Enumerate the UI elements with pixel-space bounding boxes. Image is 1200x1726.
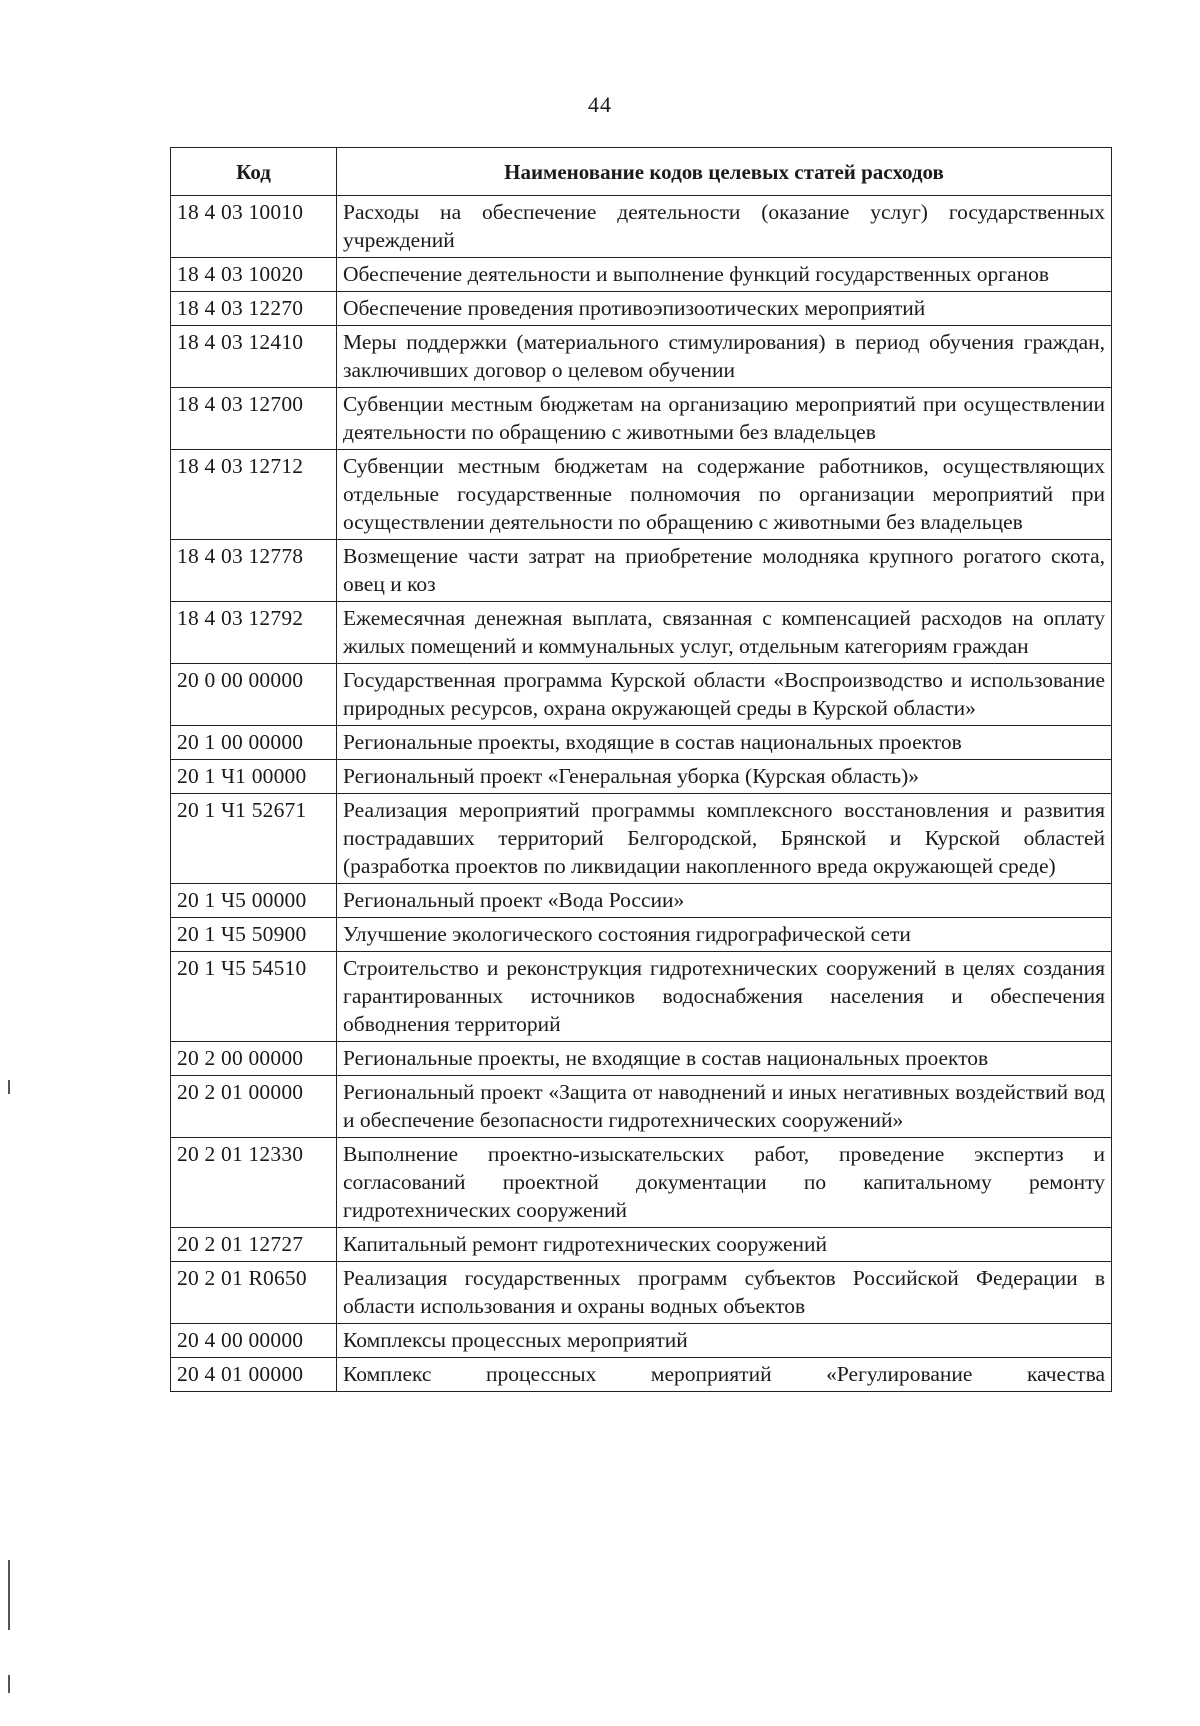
name-cell: Региональные проекты, не входящие в состав национальных проектов bbox=[337, 1042, 1112, 1076]
table-row bbox=[171, 1324, 1112, 1358]
table-header-row bbox=[171, 148, 1112, 196]
table-row bbox=[171, 1042, 1112, 1076]
table-row bbox=[171, 292, 1112, 326]
code-cell: 20 1 Ч1 00000 bbox=[171, 760, 337, 794]
table-row bbox=[171, 1262, 1112, 1324]
name-cell: Обеспечение проведения противоэпизоотических мероприятий bbox=[337, 292, 1112, 326]
table-row bbox=[171, 450, 1112, 540]
name-cell: Комплексы процессных мероприятий bbox=[337, 1324, 1112, 1358]
table-row bbox=[171, 664, 1112, 726]
code-cell: 20 4 01 00000 bbox=[171, 1358, 337, 1392]
code-cell: 18 4 03 12712 bbox=[171, 450, 337, 540]
scan-artifact bbox=[8, 1675, 10, 1693]
name-cell: Выполнение проектно-изыскательских работ, проведение экспертиз и согласований проектной документации по капитальному ремонту гидротехнических сооружений bbox=[337, 1138, 1112, 1228]
table-row bbox=[171, 540, 1112, 602]
table-row bbox=[171, 602, 1112, 664]
table-row bbox=[171, 326, 1112, 388]
code-cell: 18 4 03 12410 bbox=[171, 326, 337, 388]
name-cell: Капитальный ремонт гидротехнических сооружений bbox=[337, 1228, 1112, 1262]
table-row bbox=[171, 196, 1112, 258]
table-row bbox=[171, 726, 1112, 760]
code-cell: 20 1 Ч1 52671 bbox=[171, 794, 337, 884]
table-row bbox=[171, 388, 1112, 450]
code-cell: 18 4 03 12778 bbox=[171, 540, 337, 602]
name-cell: Субвенции местным бюджетам на содержание работников, осуществляющих отдельные государственные полномочия по организации мероприятий при осуществлении деятельности по обращению с животными без владельцев bbox=[337, 450, 1112, 540]
table-row bbox=[171, 794, 1112, 884]
table-row bbox=[171, 884, 1112, 918]
code-cell: 18 4 03 10010 bbox=[171, 196, 337, 258]
table-row bbox=[171, 952, 1112, 1042]
name-cell: Государственная программа Курской области «Воспроизводство и использование природных ресурсов, охрана окружающей среды в Курской области» bbox=[337, 664, 1112, 726]
code-cell: 20 1 Ч5 54510 bbox=[171, 952, 337, 1042]
name-cell: Ежемесячная денежная выплата, связанная с компенсацией расходов на оплату жилых помещений и коммунальных услуг, отдельным категориям граждан bbox=[337, 602, 1112, 664]
table-row bbox=[171, 1076, 1112, 1138]
table-row bbox=[171, 258, 1112, 292]
table-row bbox=[171, 760, 1112, 794]
name-cell: Расходы на обеспечение деятельности (оказание услуг) государственных учреждений bbox=[337, 196, 1112, 258]
code-cell: 20 2 01 00000 bbox=[171, 1076, 337, 1138]
code-cell: 18 4 03 12270 bbox=[171, 292, 337, 326]
table-row bbox=[171, 1138, 1112, 1228]
code-cell: 20 1 Ч5 00000 bbox=[171, 884, 337, 918]
name-cell: Возмещение части затрат на приобретение молодняка крупного рогатого скота, овец и коз bbox=[337, 540, 1112, 602]
code-cell: 20 2 00 00000 bbox=[171, 1042, 337, 1076]
code-cell: 20 0 00 00000 bbox=[171, 664, 337, 726]
code-cell: 18 4 03 12700 bbox=[171, 388, 337, 450]
scan-artifact bbox=[8, 1080, 10, 1094]
code-cell: 20 4 00 00000 bbox=[171, 1324, 337, 1358]
code-cell: 20 1 Ч5 50900 bbox=[171, 918, 337, 952]
name-cell: Комплекс процессных мероприятий «Регулирование качества bbox=[337, 1358, 1112, 1392]
name-cell: Региональный проект «Вода России» bbox=[337, 884, 1112, 918]
name-cell: Региональный проект «Генеральная уборка (Курская область)» bbox=[337, 760, 1112, 794]
name-cell: Улучшение экологического состояния гидрографической сети bbox=[337, 918, 1112, 952]
name-cell: Региональный проект «Защита от наводнений и иных негативных воздействий вод и обеспечение безопасности гидротехнических сооружений» bbox=[337, 1076, 1112, 1138]
name-column-header: Наименование кодов целевых статей расходов bbox=[337, 148, 1112, 196]
table-row bbox=[171, 918, 1112, 952]
code-cell: 20 2 01 R0650 bbox=[171, 1262, 337, 1324]
target-expense-codes-table bbox=[170, 147, 1112, 1392]
code-cell: 20 1 00 00000 bbox=[171, 726, 337, 760]
name-cell: Реализация государственных программ субъектов Российской Федерации в области использования и охраны водных объектов bbox=[337, 1262, 1112, 1324]
table-row bbox=[171, 1358, 1112, 1392]
name-cell: Региональные проекты, входящие в состав национальных проектов bbox=[337, 726, 1112, 760]
code-column-header: Код bbox=[171, 148, 337, 196]
name-cell: Меры поддержки (материального стимулирования) в период обучения граждан, заключивших договор о целевом обучении bbox=[337, 326, 1112, 388]
table-row bbox=[171, 1228, 1112, 1262]
name-cell: Реализация мероприятий программы комплексного восстановления и развития пострадавших территорий Белгородской, Брянской и Курской областей (разработка проектов по ликвидации накопленного вреда окружающей среде) bbox=[337, 794, 1112, 884]
name-cell: Строительство и реконструкция гидротехнических сооружений в целях создания гарантированных источников водоснабжения населения и обеспечения обводнения территорий bbox=[337, 952, 1112, 1042]
code-cell: 18 4 03 10020 bbox=[171, 258, 337, 292]
code-cell: 20 2 01 12727 bbox=[171, 1228, 337, 1262]
name-cell: Субвенции местным бюджетам на организацию мероприятий при осуществлении деятельности по обращению с животными без владельцев bbox=[337, 388, 1112, 450]
code-cell: 18 4 03 12792 bbox=[171, 602, 337, 664]
page-number: 44 bbox=[588, 92, 612, 117]
code-cell: 20 2 01 12330 bbox=[171, 1138, 337, 1228]
name-cell: Обеспечение деятельности и выполнение функций государственных органов bbox=[337, 258, 1112, 292]
scan-artifact bbox=[8, 1560, 10, 1630]
